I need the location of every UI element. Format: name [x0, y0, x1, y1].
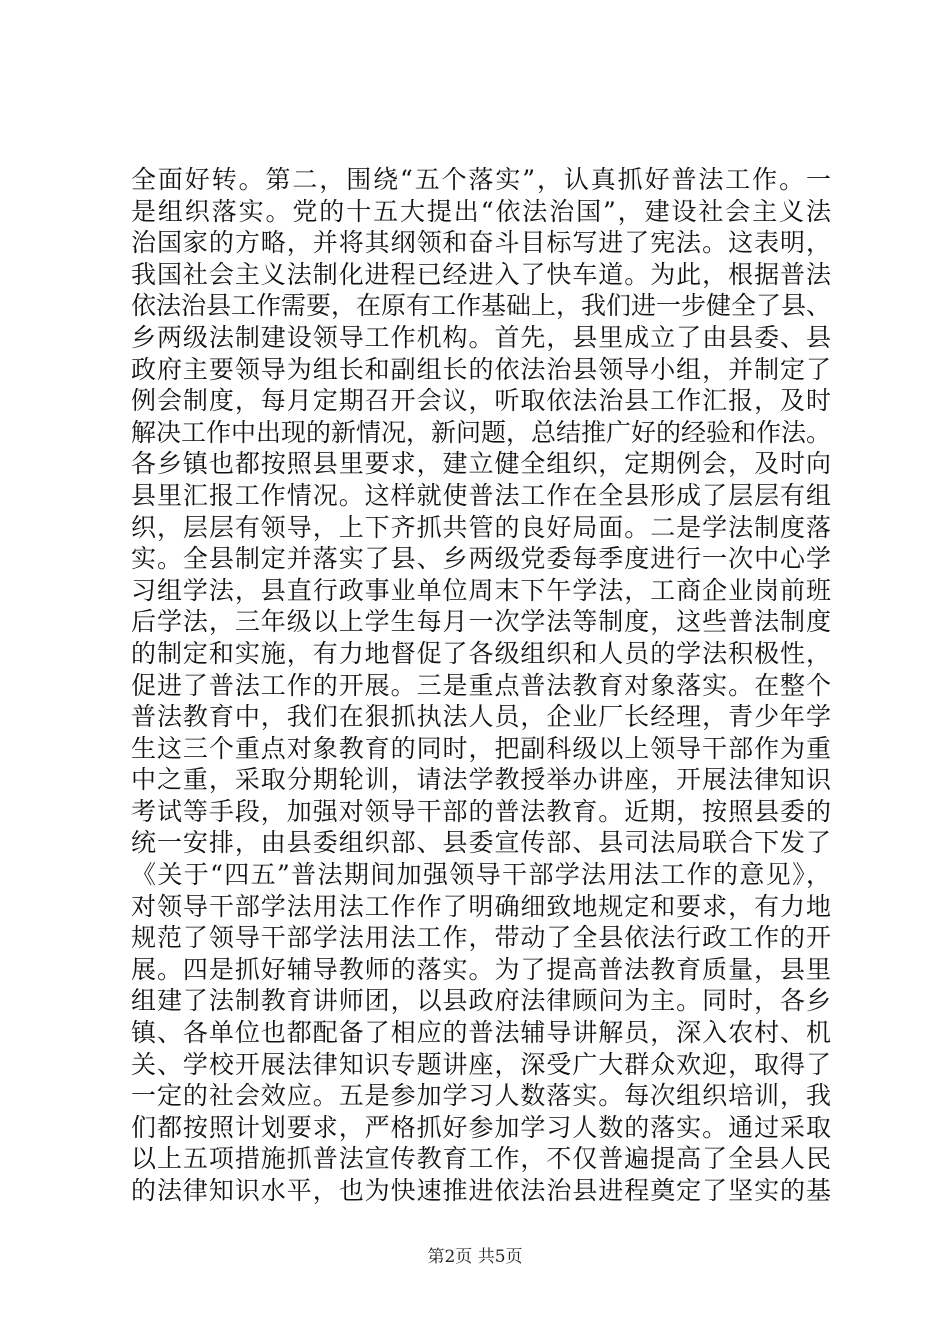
- text-line: 织，层层有领导，上下齐抓共管的良好局面。二是学法制度落: [131, 512, 831, 542]
- text-line: 一定的社会效应。五是参加学习人数落实。每次组织培训，我: [131, 1081, 831, 1111]
- text-line: 统一安排，由县委组织部、县委宣传部、县司法局联合下发了: [131, 828, 831, 858]
- text-line: 例会制度，每月定期召开会议，听取依法治县工作汇报，及时: [131, 386, 831, 416]
- text-line: 治国家的方略，并将其纲领和奋斗目标写进了宪法。这表明，: [131, 228, 831, 258]
- text-line: 后学法，三年级以上学生每月一次学法等制度，这些普法制度: [131, 607, 831, 637]
- text-line: 规范了领导干部学法用法工作，带动了全县依法行政工作的开: [131, 923, 831, 953]
- text-line: 对领导干部学法用法工作作了明确细致地规定和要求，有力地: [131, 891, 831, 921]
- text-line: 展。四是抓好辅导教师的落实。为了提高普法教育质量，县里: [131, 954, 831, 984]
- text-line: 政府主要领导为组长和副组长的依法治县领导小组，并制定了: [131, 354, 831, 384]
- text-line: 是组织落实。党的十五大提出“依法治国”，建设社会主义法: [131, 196, 831, 226]
- text-line: 乡两级法制建设领导工作机构。首先，县里成立了由县委、县: [131, 322, 831, 352]
- text-line: 组建了法制教育讲师团，以县政府法律顾问为主。同时，各乡: [131, 986, 831, 1016]
- text-line: 镇、各单位也都配备了相应的普法辅导讲解员，深入农村、机: [131, 1018, 831, 1048]
- text-line: 习组学法，县直行政事业单位周末下午学法，工商企业岗前班: [131, 575, 831, 605]
- text-line: 依法治县工作需要，在原有工作基础上，我们进一步健全了县、: [131, 291, 832, 321]
- text-line: 解决工作中出现的新情况，新问题，总结推广好的经验和作法。: [131, 417, 832, 447]
- page-number-footer: 第2页 共5页: [427, 1247, 523, 1267]
- text-line: 县里汇报工作情况。这样就使普法工作在全县形成了层层有组: [131, 480, 831, 510]
- text-line: 全面好转。第二，围绕“五个落实”，认真抓好普法工作。一: [131, 165, 831, 194]
- text-line: 们都按照计划要求，严格抓好参加学习人数的落实。通过采取: [131, 1112, 831, 1142]
- text-line: 实。全县制定并落实了县、乡两级党委每季度进行一次中心学: [131, 544, 831, 574]
- text-line: 生这三个重点对象教育的同时，把副科级以上领导干部作为重: [131, 733, 831, 763]
- text-line: 普法教育中，我们在狠抓执法人员，企业厂长经理，青少年学: [131, 702, 831, 732]
- text-line: 以上五项措施抓普法宣传教育工作，不仅普遍提高了全县人民: [131, 1144, 831, 1174]
- text-line: 各乡镇也都按照县里要求，建立健全组织，定期例会，及时向: [131, 449, 831, 479]
- text-line: 中之重，采取分期轮训，请法学教授举办讲座，开展法律知识: [131, 765, 831, 795]
- text-line: 考试等手段，加强对领导干部的普法教育。近期，按照县委的: [131, 796, 831, 826]
- text-line: 我国社会主义法制化进程已经进入了快车道。为此，根据普法: [131, 259, 831, 289]
- text-line: 关、学校开展法律知识专题讲座，深受广大群众欢迎，取得了: [131, 1049, 831, 1079]
- text-line: 《关于“四五”普法期间加强领导干部学法用法工作的意见》，: [131, 860, 831, 890]
- text-line: 的法律知识水平，也为快速推进依法治县进程奠定了坚实的基: [131, 1176, 831, 1205]
- text-line: 的制定和实施，有力地督促了各级组织和人员的学法积极性，: [131, 638, 831, 668]
- text-line: 促进了普法工作的开展。三是重点普法教育对象落实。在整个: [131, 670, 831, 700]
- body-paragraph: [131, 164, 831, 1207]
